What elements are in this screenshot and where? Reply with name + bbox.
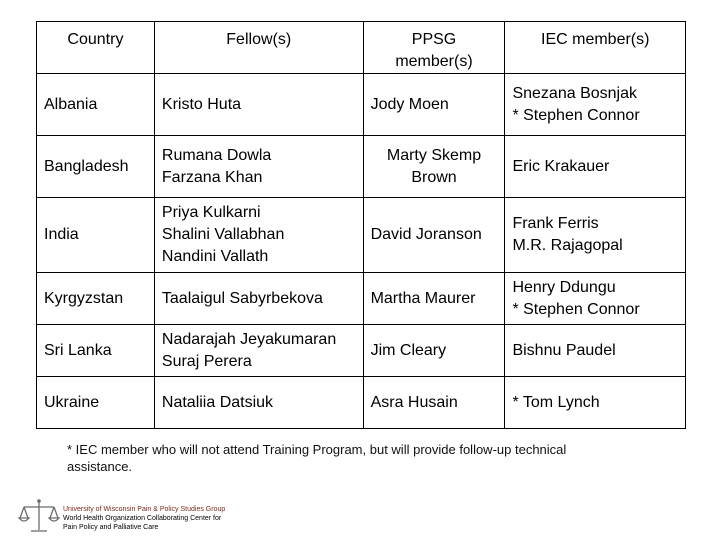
cell-fellows: Taalaigul Sabyrbekova [154, 273, 363, 325]
cell-country: Ukraine [37, 377, 155, 429]
footer-line-3: Pain Policy and Palliative Care [63, 524, 159, 531]
cell-fellows: Kristo Huta [154, 74, 363, 136]
table-row [37, 273, 686, 325]
header-fellows: Fellow(s) [154, 22, 363, 74]
cell-fellows: Nadarajah Jeyakumaran Suraj Perera [154, 325, 363, 377]
footer [17, 497, 225, 537]
cell-ppsg: Jim Cleary [363, 325, 505, 377]
cell-ppsg: Asra Husain [363, 377, 505, 429]
cell-country: Bangladesh [37, 136, 155, 198]
table-row [37, 74, 686, 136]
cell-fellows: Rumana Dowla Farzana Khan [154, 136, 363, 198]
cell-country: Kyrgyzstan [37, 273, 155, 325]
cell-ppsg: Marty Skemp Brown [363, 136, 505, 198]
cell-iec: Bishnu Paudel [505, 325, 686, 377]
header-iec: IEC member(s) [505, 22, 686, 74]
cell-iec: Snezana Bosnjak * Stephen Connor [505, 74, 686, 136]
cell-country: Sri Lanka [37, 325, 155, 377]
cell-iec: Frank Ferris M.R. Rajagopal [505, 198, 686, 273]
cell-fellows: Priya Kulkarni Shalini Vallabhan Nandini Vallath [154, 198, 363, 273]
table-row [37, 325, 686, 377]
cell-iec: Henry Ddungu * Stephen Connor [505, 273, 686, 325]
cell-iec: Eric Krakauer [505, 136, 686, 198]
header-country: Country [37, 22, 155, 74]
cell-ppsg: David Joranson [363, 198, 505, 273]
scales-of-justice-icon [17, 497, 61, 537]
footer-text [63, 497, 225, 532]
cell-ppsg: Jody Moen [363, 74, 505, 136]
fellows-table [36, 21, 686, 429]
footer-line-2: World Health Organization Collaborating Center for [63, 515, 222, 522]
table-row [37, 136, 686, 198]
cell-iec: * Tom Lynch [505, 377, 686, 429]
table-row [37, 198, 686, 273]
footer-org: University of Wisconsin Pain & Policy Studies Group [63, 506, 226, 513]
cell-ppsg: Martha Maurer [363, 273, 505, 325]
table-header-row [37, 22, 686, 74]
cell-country: Albania [37, 74, 155, 136]
header-ppsg: PPSG member(s) [363, 22, 505, 74]
footnote: * IEC member who will not attend Training Program, but will provide follow-up technical assistance. [67, 442, 567, 474]
cell-fellows: Nataliia Datsiuk [154, 377, 363, 429]
cell-country: India [37, 198, 155, 273]
table-row [37, 377, 686, 429]
